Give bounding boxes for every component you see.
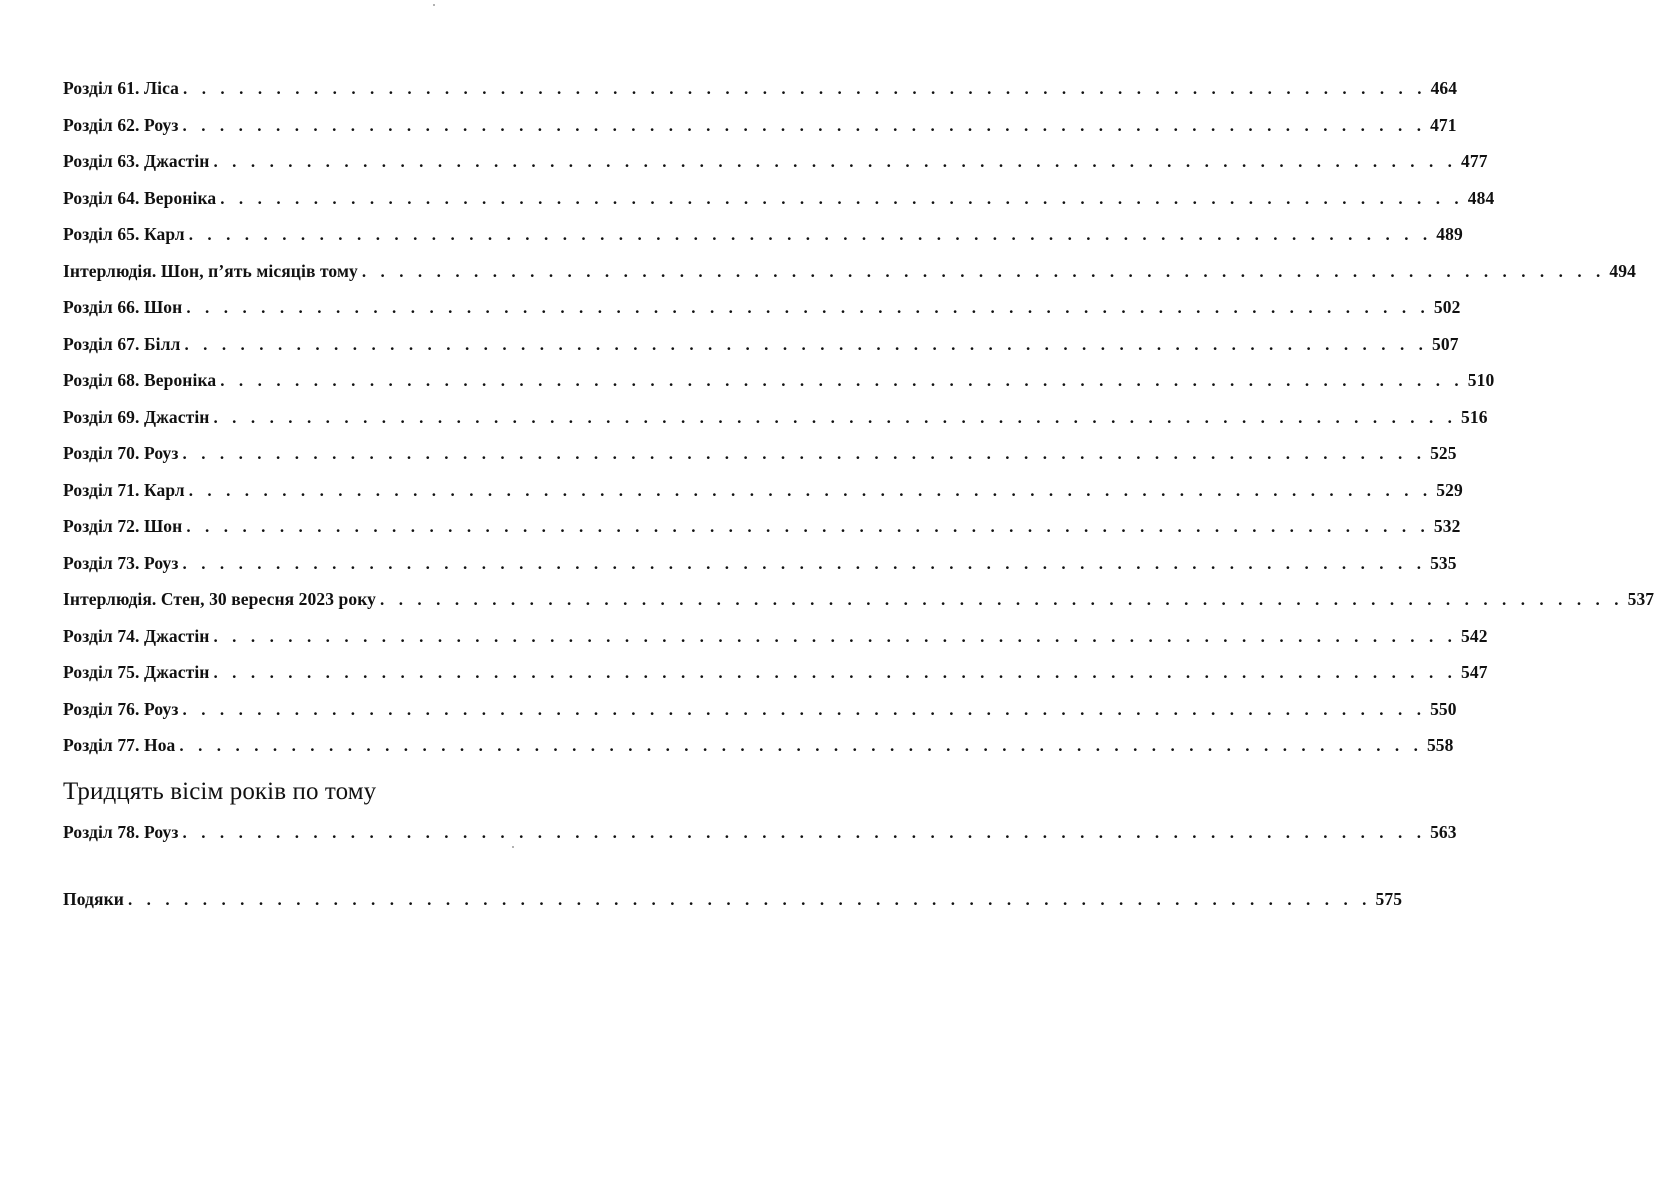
toc-entry: [63, 70, 1458, 107]
entry-page-number: 494: [1609, 260, 1636, 281]
toc-entry: [63, 508, 1461, 545]
toc-entry: [63, 253, 1636, 290]
dot-leader: . . . . . . . . . . . . . . . . . . . . . . . . . . . . . . . . . . . . . . . . . . . . . . . . . . . . . . . . . . . . . . . . . . .: [213, 407, 1458, 427]
entry-title: Розділ 70. Роуз: [63, 443, 179, 463]
toc-entry: [63, 881, 1403, 918]
dot-leader: . . . . . . . . . . . . . . . . . . . . . . . . . . . . . . . . . . . . . . . . . . . . . . . . . . . . . . . . . . . . . . . . . . .: [213, 663, 1458, 682]
entry-title: Розділ 76. Роуз: [63, 698, 179, 719]
part-heading: Тридцять вісім років по тому: [63, 778, 377, 805]
dot-leader: . . . . . . . . . . . . . . . . . . . . . . . . . . . . . . . . . . . . . . . . . . . . . . . . . . . . . . . . . . . . . . . . . . .: [182, 444, 1427, 463]
entry-title: Розділ 69. Джастін: [63, 406, 210, 427]
entry-page-number: 477: [1461, 151, 1488, 171]
toc-entry: [63, 654, 1488, 691]
toc-entry: [63, 399, 1488, 436]
entry-title: Розділ 67. Білл: [63, 333, 181, 354]
dot-leader: . . . . . . . . . . . . . . . . . . . . . . . . . . . . . . . . . . . . . . . . . . . . . . . . . . . . . . . . . . . . . . . . . . .: [182, 823, 1427, 842]
entry-title: Розділ 64. Вероніка: [63, 187, 217, 208]
entry-title: Подяки: [63, 889, 124, 909]
dot-leader: . . . . . . . . . . . . . . . . . . . . . . . . . . . . . . . . . . . . . . . . . . . . . . . . . . . . . . . . . . . . . . . . . . .: [220, 188, 1464, 208]
dot-leader: . . . . . . . . . . . . . . . . . . . . . . . . . . . . . . . . . . . . . . . . . . . . . . . . . . . . . . . . . . . . . . . . . . .: [188, 480, 1433, 500]
toc-entry: [63, 180, 1495, 217]
entry-page-number: 489: [1436, 224, 1463, 244]
entry-title: Розділ 68. Вероніка: [63, 370, 217, 390]
entry-title: Розділ 62. Роуз: [63, 114, 179, 135]
dot-leader: . . . . . . . . . . . . . . . . . . . . . . . . . . . . . . . . . . . . . . . . . . . . . . . . . . . . . . . . . . . . . . . . . . .: [183, 79, 1427, 98]
toc-entry: [63, 143, 1488, 180]
dot-leader: . . . . . . . . . . . . . . . . . . . . . . . . . . . . . . . . . . . . . . . . . . . . . . . . . . . . . . . . . . . . . . . . . . .: [186, 298, 1430, 317]
entry-page-number: 542: [1461, 625, 1488, 646]
entry-title: Розділ 63. Джастін: [63, 151, 210, 171]
entry-page-number: 510: [1467, 370, 1495, 390]
entry-page-number: 537: [1627, 589, 1654, 609]
entry-title: Розділ 72. Шон: [63, 516, 183, 536]
toc-entry: [63, 216, 1463, 253]
toc-entry: [63, 289, 1461, 326]
entry-title: Розділ 77. Ноа: [63, 735, 176, 755]
entry-title: Розділ 74. Джастін: [63, 625, 210, 646]
toc-entry: [63, 545, 1457, 582]
toc-entry: [63, 727, 1454, 764]
entry-page-number: 471: [1430, 114, 1457, 135]
entry-title: Розділ 71. Карл: [63, 479, 185, 500]
toc-entry: [63, 581, 1654, 618]
entry-page-number: 575: [1375, 889, 1403, 909]
entry-title: Розділ 65. Карл: [63, 224, 185, 244]
table-of-contents-closing: [63, 881, 1403, 918]
dot-leader: . . . . . . . . . . . . . . . . . . . . . . . . . . . . . . . . . . . . . . . . . . . . . . . . . . . . . . . . . . . . . . . . . . .: [361, 261, 1606, 281]
dot-leader: . . . . . . . . . . . . . . . . . . . . . . . . . . . . . . . . . . . . . . . . . . . . . . . . . . . . . . . . . . . . . . . . . . .: [127, 890, 1372, 909]
entry-page-number: 464: [1430, 78, 1458, 98]
dot-leader: . . . . . . . . . . . . . . . . . . . . . . . . . . . . . . . . . . . . . . . . . . . . . . . . . . . . . . . . . . . . . . . . . . .: [182, 115, 1427, 135]
dot-leader: . . . . . . . . . . . . . . . . . . . . . . . . . . . . . . . . . . . . . . . . . . . . . . . . . . . . . . . . . . . . . . . . . . .: [188, 225, 1433, 244]
dot-leader: . . . . . . . . . . . . . . . . . . . . . . . . . . . . . . . . . . . . . . . . . . . . . . . . . . . . . . . . . . . . . . . . . . .: [182, 699, 1427, 719]
toc-entry: [63, 107, 1457, 144]
dot-leader: . . . . . . . . . . . . . . . . . . . . . . . . . . . . . . . . . . . . . . . . . . . . . . . . . . . . . . . . . . . . . . . . . . .: [179, 736, 1423, 755]
entry-page-number: 507: [1432, 333, 1459, 354]
dot-leader: . . . . . . . . . . . . . . . . . . . . . . . . . . . . . . . . . . . . . . . . . . . . . . . . . . . . . . . . . . . . . . . . . . .: [213, 152, 1458, 171]
entry-page-number: 529: [1436, 479, 1463, 500]
entry-title: Інтерлюдія. Шон, п’ять місяців тому: [63, 260, 358, 281]
toc-entry: [63, 435, 1457, 472]
dot-leader: . . . . . . . . . . . . . . . . . . . . . . . . . . . . . . . . . . . . . . . . . . . . . . . . . . . . . . . . . . . . . . . . . . .: [380, 590, 1624, 609]
entry-page-number: 558: [1426, 735, 1454, 755]
entry-page-number: 547: [1461, 662, 1488, 682]
paper-speck: [433, 4, 435, 6]
dot-leader: . . . . . . . . . . . . . . . . . . . . . . . . . . . . . . . . . . . . . . . . . . . . . . . . . . . . . . . . . . . . . . . . . . .: [220, 371, 1464, 390]
dot-leader: . . . . . . . . . . . . . . . . . . . . . . . . . . . . . . . . . . . . . . . . . . . . . . . . . . . . . . . . . . . . . . . . . . .: [184, 334, 1429, 354]
entry-page-number: 563: [1430, 822, 1457, 842]
toc-entry: [63, 326, 1459, 363]
paper-speck: [512, 846, 514, 848]
entry-page-number: 532: [1433, 516, 1461, 536]
entry-page-number: 516: [1461, 406, 1488, 427]
entry-title: Розділ 61. Ліса: [63, 78, 180, 98]
toc-entry: [63, 472, 1463, 509]
entry-page-number: 550: [1430, 698, 1457, 719]
table-of-contents-main: [63, 70, 1654, 764]
table-of-contents-part-two: [63, 772, 1457, 851]
dot-leader: . . . . . . . . . . . . . . . . . . . . . . . . . . . . . . . . . . . . . . . . . . . . . . . . . . . . . . . . . . . . . . . . . . .: [182, 553, 1427, 573]
entry-title: Розділ 73. Роуз: [63, 552, 179, 573]
toc-entry: [63, 618, 1488, 655]
part-two-entries: [63, 814, 1457, 851]
entry-title: Розділ 66. Шон: [63, 297, 183, 317]
entry-title: Розділ 78. Роуз: [63, 822, 179, 842]
toc-entry: [63, 814, 1457, 851]
entry-page-number: 535: [1430, 552, 1457, 573]
entry-page-number: 525: [1430, 443, 1457, 463]
toc-entry: [63, 362, 1495, 399]
toc-entry: [63, 691, 1457, 728]
entry-title: Розділ 75. Джастін: [63, 662, 210, 682]
entry-page-number: 502: [1433, 297, 1461, 317]
entry-title: Інтерлюдія. Стен, 30 вересня 2023 року: [63, 589, 377, 609]
dot-leader: . . . . . . . . . . . . . . . . . . . . . . . . . . . . . . . . . . . . . . . . . . . . . . . . . . . . . . . . . . . . . . . . . . .: [213, 626, 1458, 646]
dot-leader: . . . . . . . . . . . . . . . . . . . . . . . . . . . . . . . . . . . . . . . . . . . . . . . . . . . . . . . . . . . . . . . . . . .: [186, 517, 1430, 536]
entry-page-number: 484: [1467, 187, 1495, 208]
